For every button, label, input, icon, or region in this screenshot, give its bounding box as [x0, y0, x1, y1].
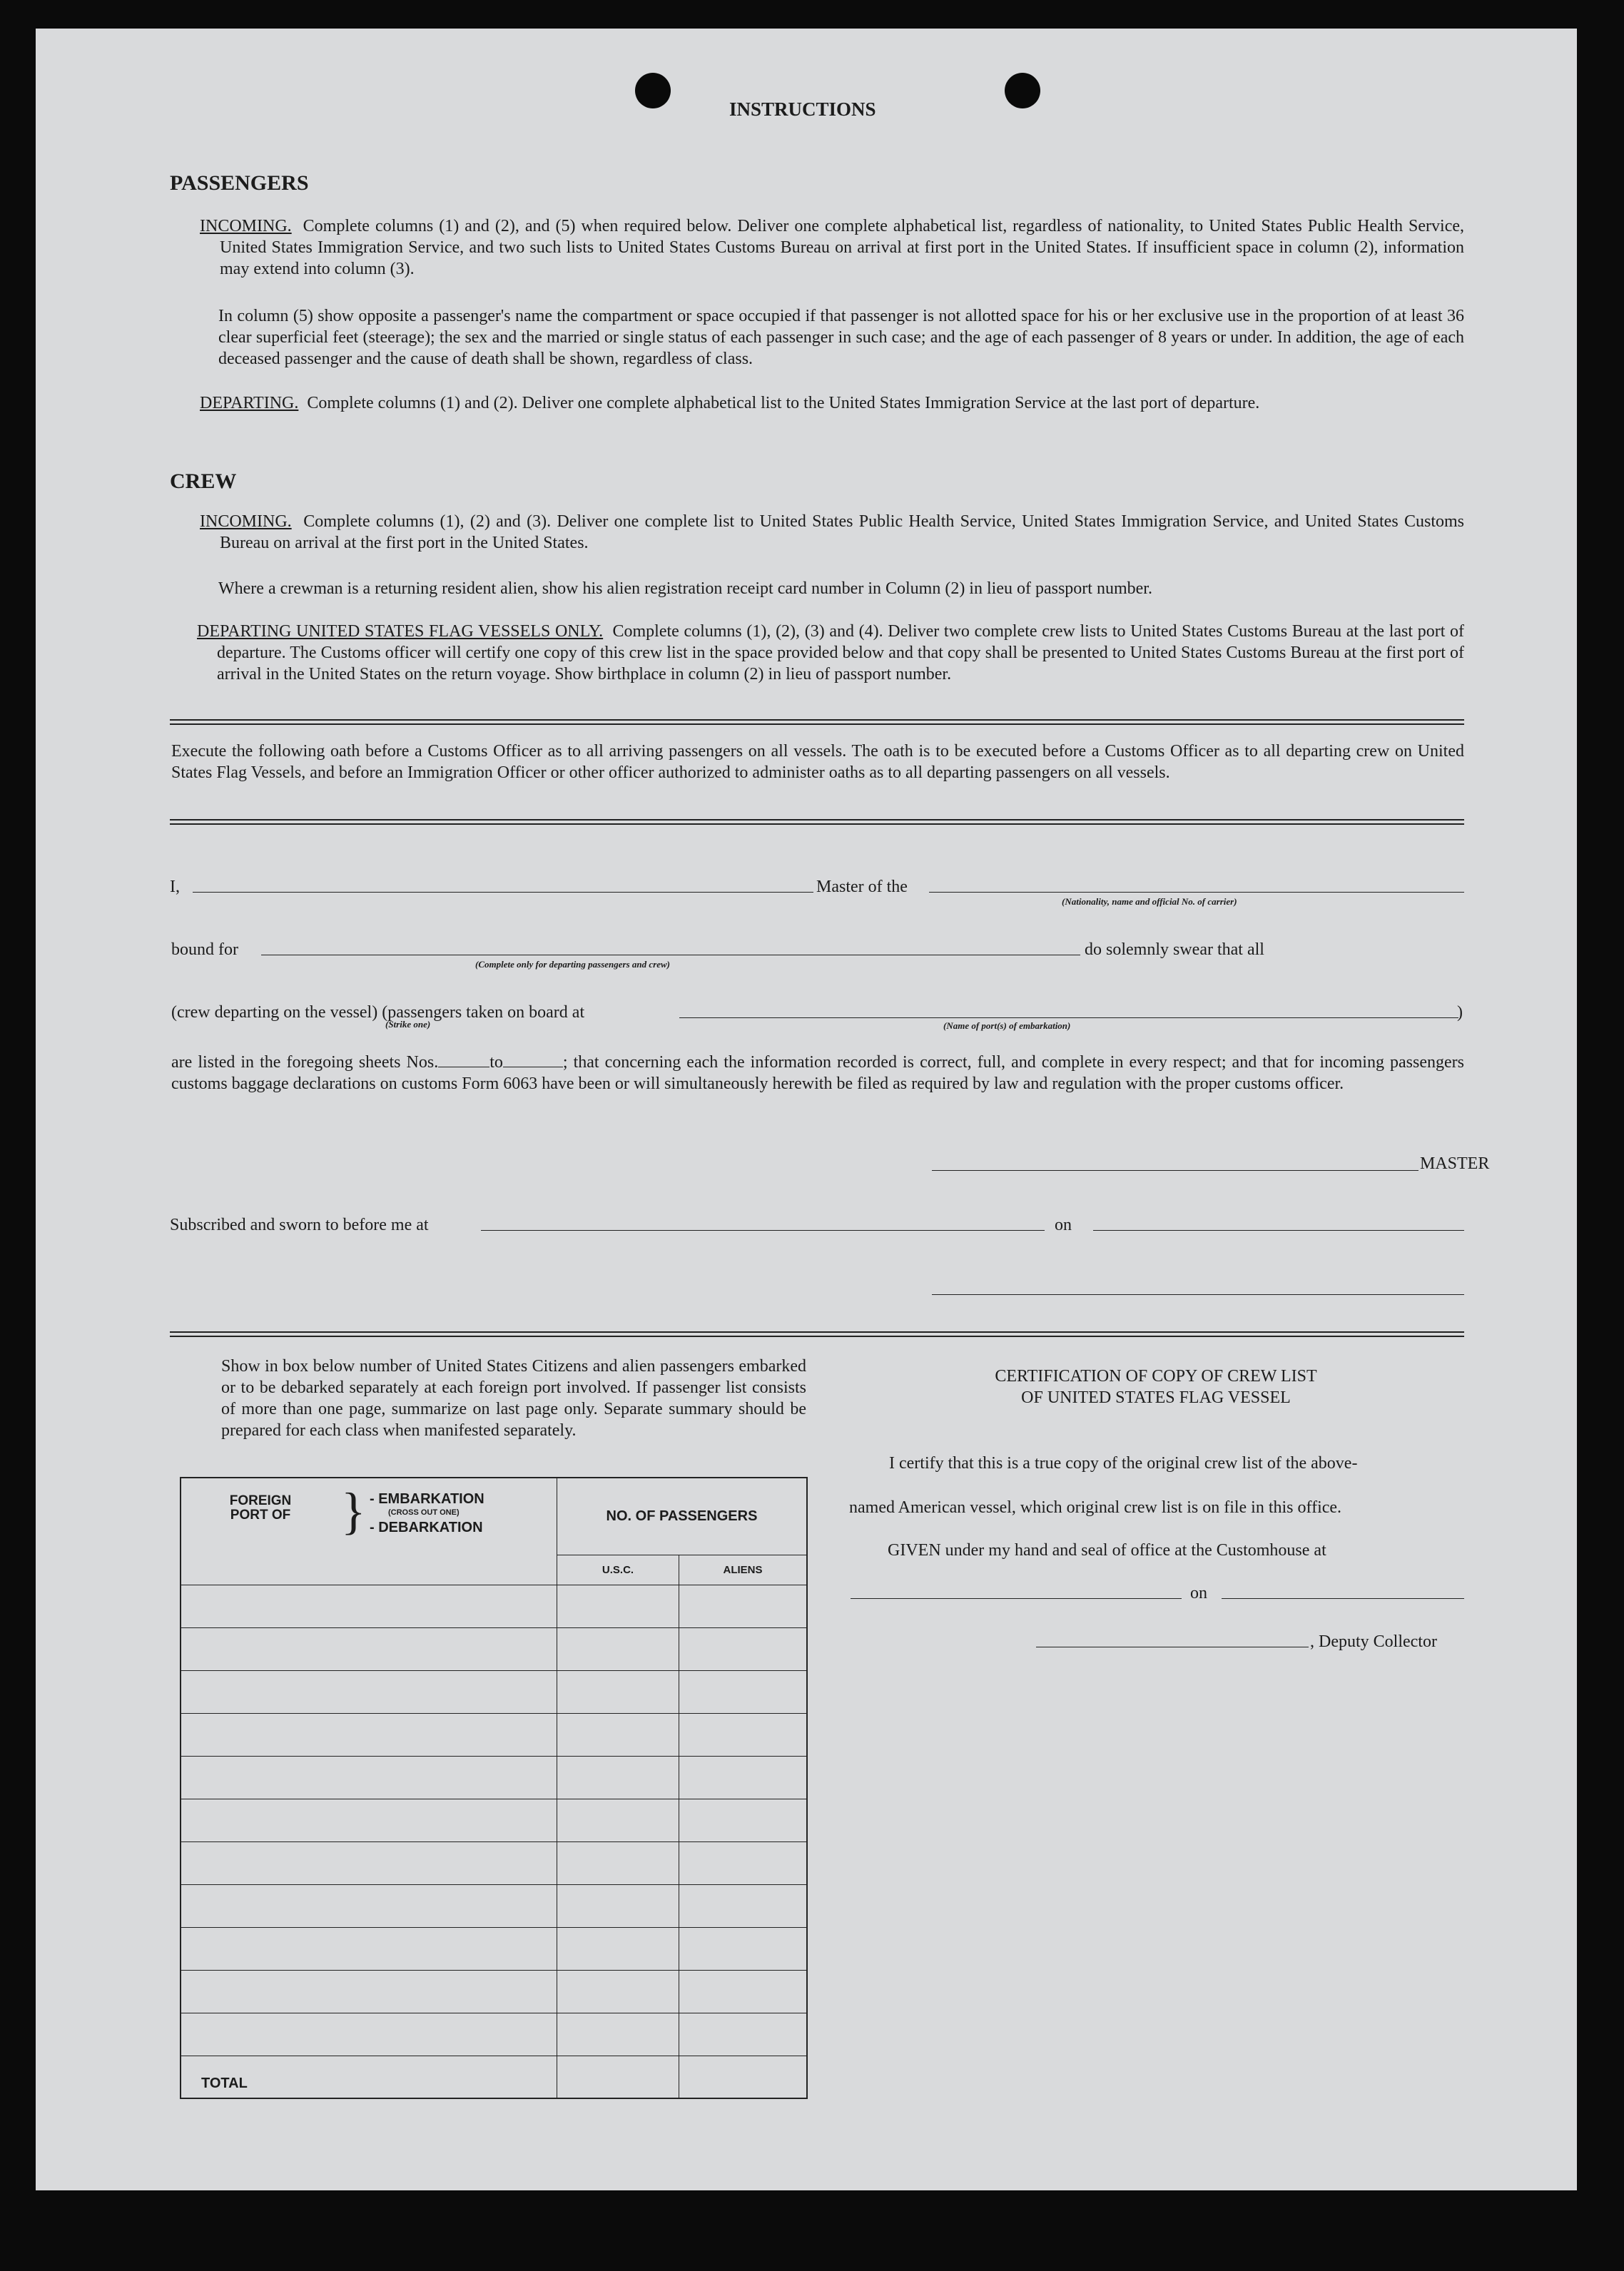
- nationality-caption: (Nationality, name and official No. of carrier): [1062, 896, 1237, 907]
- aliens-cell[interactable]: [679, 2013, 808, 2056]
- total-usc-cell[interactable]: [557, 2056, 679, 2098]
- officer-signature-field[interactable]: [932, 1294, 1464, 1295]
- crew-departing-text: Complete columns (1), (2), (3) and (4). Deliver two complete crew lists to United States Customs Bureau at the last port of departure. The Customs officer will certify one copy of this crew list in the space provided below and that copy shall be presented to United States Customs Bureau at the first port of arrival in the United States on the return voyage. Show birthplace in column (2) in lieu of passport number.: [217, 622, 1465, 684]
- port-cell[interactable]: [181, 1627, 557, 1670]
- embarkation-ports-field[interactable]: [679, 1017, 1458, 1018]
- given-line: GIVEN under my hand and seal of office at the Customhouse at: [888, 1541, 1326, 1560]
- crew-heading: CREW: [170, 469, 237, 493]
- passengers-departing-text: Complete columns (1) and (2). Deliver one complete alphabetical list to the United States Immigration Service at the last port of departure.: [307, 394, 1260, 412]
- aliens-cell[interactable]: [679, 1627, 808, 1670]
- oath-master-of: Master of the: [816, 878, 908, 896]
- aliens-cell[interactable]: [679, 1713, 808, 1756]
- aliens-cell[interactable]: [679, 1670, 808, 1713]
- section-divider: [170, 819, 1464, 825]
- certification-title-1: CERTIFICATION OF COPY OF CREW LIST: [995, 1367, 1317, 1386]
- port-cell[interactable]: [181, 1884, 557, 1927]
- summary-intro: Show in box below number of United States Citizens and alien passengers embarked or to be debarked separately at each foreign port involved. If passenger list consists of more than one page, summarize on last page only. Separate summary should be prepared for each class when manifested separately.: [221, 1357, 806, 1440]
- port-cell[interactable]: [181, 2013, 557, 2056]
- usc-cell[interactable]: [557, 1799, 679, 1841]
- total-label: TOTAL: [181, 2056, 557, 2098]
- instructions-title: INSTRUCTIONS: [729, 98, 876, 120]
- summary-row: [181, 1585, 807, 1627]
- passengers-incoming-text: Complete columns (1) and (2), and (5) when required below. Deliver one complete alphabetical list, regardless of nationality, to United States Public Health Service, United States Immigration Service, and two such lists to United States Customs Bureau on arrival at first port in the United States. If insufficient space in column (2), information may extend into column (3).: [220, 217, 1465, 278]
- summary-row: [181, 1670, 807, 1713]
- section-divider: [170, 1331, 1464, 1337]
- master-label: MASTER: [1420, 1154, 1490, 1173]
- oath-crew-passengers: (crew departing on the vessel) (passengers taken on board at: [171, 1003, 585, 1022]
- brace-icon: }: [341, 1483, 366, 1540]
- listed-in-text: are listed in the foregoing sheets Nos.: [171, 1053, 439, 1072]
- certification-date-field[interactable]: [1222, 1598, 1464, 1599]
- section-divider: [170, 719, 1464, 725]
- foreign-port-label: FOREIGN PORT OF: [229, 1493, 292, 1523]
- embarkation-label: - EMBARKATION: [370, 1491, 484, 1507]
- customhouse-field[interactable]: [851, 1598, 1182, 1599]
- name-ports-caption: (Name of port(s) of embarkation): [943, 1020, 1071, 1031]
- port-cell[interactable]: [181, 1927, 557, 1970]
- total-aliens-cell[interactable]: [679, 2056, 808, 2098]
- passengers-incoming-paragraph: [200, 215, 1464, 280]
- strike-one-caption: (Strike one): [385, 1019, 431, 1030]
- usc-cell[interactable]: [557, 2013, 679, 2056]
- no-passengers-header: NO. OF PASSENGERS: [557, 1478, 808, 1555]
- port-cell[interactable]: [181, 1713, 557, 1756]
- summary-row: [181, 2013, 807, 2056]
- certification-title-2: OF UNITED STATES FLAG VESSEL: [1021, 1388, 1291, 1407]
- usc-cell[interactable]: [557, 1585, 679, 1627]
- port-cell[interactable]: [181, 1799, 557, 1841]
- usc-cell[interactable]: [557, 1756, 679, 1799]
- certify-line-1: I certify that this is a true copy of the original crew list of the above-: [889, 1454, 1358, 1473]
- carrier-field[interactable]: [929, 892, 1464, 893]
- oath-swear: do solemnly swear that all: [1085, 940, 1264, 959]
- oath-close-paren: ): [1457, 1003, 1463, 1022]
- summary-row: [181, 1884, 807, 1927]
- usc-cell[interactable]: [557, 1713, 679, 1756]
- crew-departing-paragraph: [197, 621, 1464, 685]
- usc-cell[interactable]: [557, 1884, 679, 1927]
- crew-incoming-label: INCOMING.: [200, 512, 292, 531]
- summary-row: [181, 1713, 807, 1756]
- crew-incoming-paragraph: [200, 511, 1464, 554]
- passengers-column5-paragraph: In column (5) show opposite a passenger's name the compartment or space occupied if that passenger is not allotted space for his or her exclusive use in the proportion of at least 36 clear superficial feet (steerage); the sex and the married or single status of each passenger in such case; and the age of each passenger of 8 years or under. In addition, the age of each deceased passenger and the cause of death shall be shown, regardless of class.: [218, 307, 1464, 368]
- usc-cell[interactable]: [557, 1970, 679, 2013]
- port-cell[interactable]: [181, 1970, 557, 2013]
- port-header-cell: [181, 1478, 557, 1585]
- aliens-cell[interactable]: [679, 1756, 808, 1799]
- aliens-cell[interactable]: [679, 1841, 808, 1884]
- port-cell[interactable]: [181, 1756, 557, 1799]
- to-text: to: [489, 1053, 503, 1072]
- summary-row: [181, 1927, 807, 1970]
- punch-hole-left: [635, 73, 671, 108]
- passengers-departing-label: DEPARTING.: [200, 394, 299, 412]
- summary-total-row: [181, 2056, 807, 2098]
- cross-out-label: (CROSS OUT ONE): [388, 1508, 460, 1517]
- master-name-field[interactable]: [193, 892, 813, 893]
- punch-hole-right: [1005, 73, 1040, 108]
- crew-departing-label: DEPARTING UNITED STATES FLAG VESSELS ONLY.: [197, 622, 604, 641]
- summary-row: [181, 1799, 807, 1841]
- crew-resident-paragraph: Where a crewman is a returning resident alien, show his alien registration receipt card number in Column (2) in lieu of passport number.: [218, 579, 1152, 598]
- summary-row: [181, 1841, 807, 1884]
- aliens-cell[interactable]: [679, 1970, 808, 2013]
- certify-rest-text: ; that concerning each the information recorded is correct, full, and complete in every respect; and that for incoming passengers customs baggage declarations on customs Form 6063 have been or will simultaneously herewith be filed as required by law and regulation with the proper customs officer.: [171, 1053, 1464, 1093]
- certification-on: on: [1190, 1584, 1207, 1602]
- port-cell[interactable]: [181, 1670, 557, 1713]
- aliens-cell[interactable]: [679, 1927, 808, 1970]
- passengers-incoming-label: INCOMING.: [200, 217, 292, 235]
- master-signature-field[interactable]: [932, 1170, 1419, 1171]
- deputy-collector-label: , Deputy Collector: [1310, 1632, 1437, 1651]
- sworn-on-label: on: [1055, 1216, 1072, 1234]
- passengers-heading: PASSENGERS: [170, 171, 309, 195]
- certify-line-2: named American vessel, which original crew list is on file in this office.: [849, 1498, 1342, 1517]
- aliens-header: ALIENS: [679, 1555, 808, 1585]
- oath-certify-paragraph: [171, 1052, 1464, 1094]
- oath-i-label: I,: [170, 878, 180, 896]
- complete-only-caption: (Complete only for departing passengers and crew): [475, 959, 670, 970]
- summary-row: [181, 1756, 807, 1799]
- aliens-cell[interactable]: [679, 1884, 808, 1927]
- usc-cell[interactable]: [557, 1670, 679, 1713]
- subscribed-label: Subscribed and sworn to before me at: [170, 1216, 429, 1234]
- oath-bound-for: bound for: [171, 940, 238, 959]
- sworn-date-field[interactable]: [1093, 1230, 1464, 1231]
- crew-incoming-text: Complete columns (1), (2) and (3). Deliver one complete list to United States Public Health Service, United States Immigration Service, and United States Customs Bureau on arrival at the first port in the United States.: [220, 512, 1465, 552]
- oath-intro: Execute the following oath before a Customs Officer as to all arriving passengers on all vessels. The oath is to be executed before a Customs Officer as to all departing crew on United States Flag Vessels, and before an Immigration Officer or other officer authorized to administer oaths as to all departing passengers on all vessels.: [171, 742, 1464, 782]
- passengers-departing-paragraph: [200, 392, 1464, 414]
- port-cell[interactable]: [181, 1585, 557, 1627]
- passenger-summary-table: [180, 1477, 808, 2099]
- usc-cell[interactable]: [557, 1627, 679, 1670]
- usc-cell[interactable]: [557, 1927, 679, 1970]
- summary-row: [181, 1627, 807, 1670]
- aliens-cell[interactable]: [679, 1799, 808, 1841]
- usc-header: U.S.C.: [557, 1555, 679, 1585]
- usc-cell[interactable]: [557, 1841, 679, 1884]
- debarkation-label: - DEBARKATION: [370, 1520, 483, 1535]
- aliens-cell[interactable]: [679, 1585, 808, 1627]
- port-cell[interactable]: [181, 1841, 557, 1884]
- sworn-place-field[interactable]: [481, 1230, 1045, 1231]
- summary-row: [181, 1970, 807, 2013]
